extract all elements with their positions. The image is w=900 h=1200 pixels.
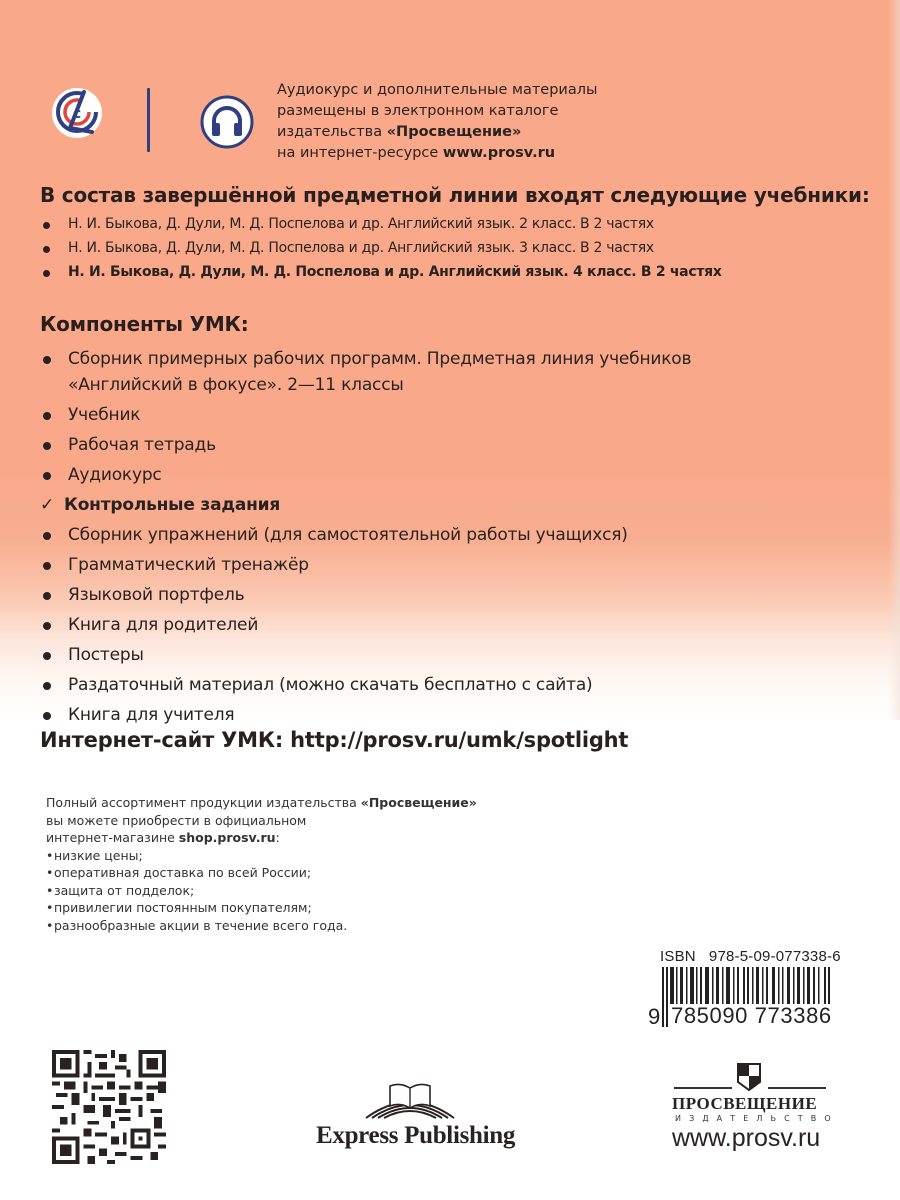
header-line-4-text: на интернет-ресурсе bbox=[277, 145, 443, 161]
logo-rule-left bbox=[674, 1087, 732, 1089]
checkmark-icon: ✓ bbox=[40, 495, 55, 515]
component-item: Книга для учителя bbox=[40, 702, 860, 728]
header-line-2: размещены в электронном каталоге bbox=[277, 103, 559, 119]
logo-rule-right bbox=[768, 1087, 826, 1089]
barcode-digits: 785090 773386 bbox=[671, 1003, 832, 1028]
shop-line-1 bbox=[46, 794, 526, 812]
shop-line-3-suffix: : bbox=[275, 830, 280, 845]
qr-code-icon bbox=[52, 1050, 166, 1164]
shop-benefit: • защита от подделок; bbox=[46, 882, 526, 900]
component-item-label: Сборник примерных рабочих программ. Предметная линия учебников «Английский в фокусе». 2—11 классы bbox=[68, 349, 692, 395]
component-item bbox=[40, 346, 768, 398]
textbook-item: Н. И. Быкова, Д. Дули, М. Д. Поспелова и др. Английский язык. 2 класс. В 2 частях bbox=[40, 212, 722, 236]
textbook-line-title: В состав завершённой предметной линии входят следующие учебники: bbox=[40, 183, 870, 207]
svg-text:c: c bbox=[72, 106, 82, 122]
components-title: Компоненты УМК: bbox=[40, 312, 249, 336]
shop-benefit: • привилегии постоянным покупателям; bbox=[46, 899, 526, 917]
textbook-item: Н. И. Быкова, Д. Дули, М. Д. Поспелова и др. Английский язык. 3 класс. В 2 частях bbox=[40, 236, 722, 260]
component-item: Рабочая тетрадь bbox=[40, 432, 860, 458]
prosveshchenie-logo-text: ПРОСВЕЩЕНИЕ bbox=[672, 1094, 818, 1113]
express-publishing-book-icon bbox=[360, 1080, 460, 1120]
prosveshchenie-url[interactable]: www.prosv.ru bbox=[672, 1124, 821, 1152]
shop-line-1-text: Полный ассортимент продукции издательства bbox=[46, 795, 361, 810]
shop-url-link[interactable]: shop.prosv.ru bbox=[178, 830, 276, 845]
shop-benefit: • оперативная доставка по всей России; bbox=[46, 864, 526, 882]
audio-materials-note bbox=[277, 80, 637, 164]
publisher-name: «Просвещение» bbox=[360, 795, 477, 810]
shop-line-3 bbox=[46, 829, 526, 847]
component-item: Сборник упражнений (для самостоятельной работы учащихся) bbox=[40, 522, 860, 548]
textbook-item-current: Н. И. Быкова, Д. Дули, М. Д. Поспелова и др. Английский язык. 4 класс. В 2 частях bbox=[40, 260, 722, 284]
component-item: Учебник bbox=[40, 402, 860, 428]
isbn-label: ISBN 978-5-09-077338-6 bbox=[660, 948, 841, 965]
headphones-icon bbox=[200, 95, 254, 149]
express-publishing-logo-text: Express Publishing bbox=[316, 1122, 516, 1149]
component-item: Языковой портфель bbox=[40, 582, 860, 608]
shop-info bbox=[46, 794, 526, 934]
components-list bbox=[40, 346, 860, 732]
component-item-label: Контрольные задания bbox=[64, 495, 281, 515]
header-line-1: Аудиокурс и дополнительные материалы bbox=[277, 82, 598, 98]
shop-benefit: • разнообразные акции в течение всего года. bbox=[46, 917, 526, 935]
page-edge-shade bbox=[888, 0, 900, 720]
component-item: Аудиокурс bbox=[40, 462, 860, 488]
component-item: Постеры bbox=[40, 642, 860, 668]
shop-benefit: • низкие цены; bbox=[46, 847, 526, 865]
header-line-3 bbox=[277, 122, 637, 143]
header-line-3-text: издательства bbox=[277, 124, 387, 140]
barcode-first-digit: 9 bbox=[648, 1004, 661, 1029]
component-item: Книга для родителей bbox=[40, 612, 860, 638]
publisher-url-link[interactable]: www.prosv.ru bbox=[442, 145, 556, 161]
umk-website-link[interactable]: Интернет-сайт УМК: http://prosv.ru/umk/spotlight bbox=[40, 728, 629, 752]
header-divider bbox=[147, 88, 150, 152]
prosveshchenie-emblem-icon bbox=[736, 1062, 762, 1092]
shop-line-3-text: интернет-магазине bbox=[46, 830, 179, 845]
component-item: Раздаточный материал (можно скачать бесплатно с сайта) bbox=[40, 672, 860, 698]
component-item-checked bbox=[40, 492, 860, 518]
header-line-4 bbox=[277, 143, 637, 164]
shop-benefits-list bbox=[46, 847, 526, 935]
publisher-name: «Просвещение» bbox=[386, 124, 522, 140]
textbook-line-list bbox=[40, 212, 722, 284]
prosveshchenie-subtitle: ИЗДАТЕЛЬСТВО bbox=[675, 1114, 839, 1123]
umk-logo-icon bbox=[50, 88, 104, 142]
shop-line-2: вы можете приобрести в официальном bbox=[46, 812, 307, 828]
component-item: Грамматический тренажёр bbox=[40, 552, 860, 578]
